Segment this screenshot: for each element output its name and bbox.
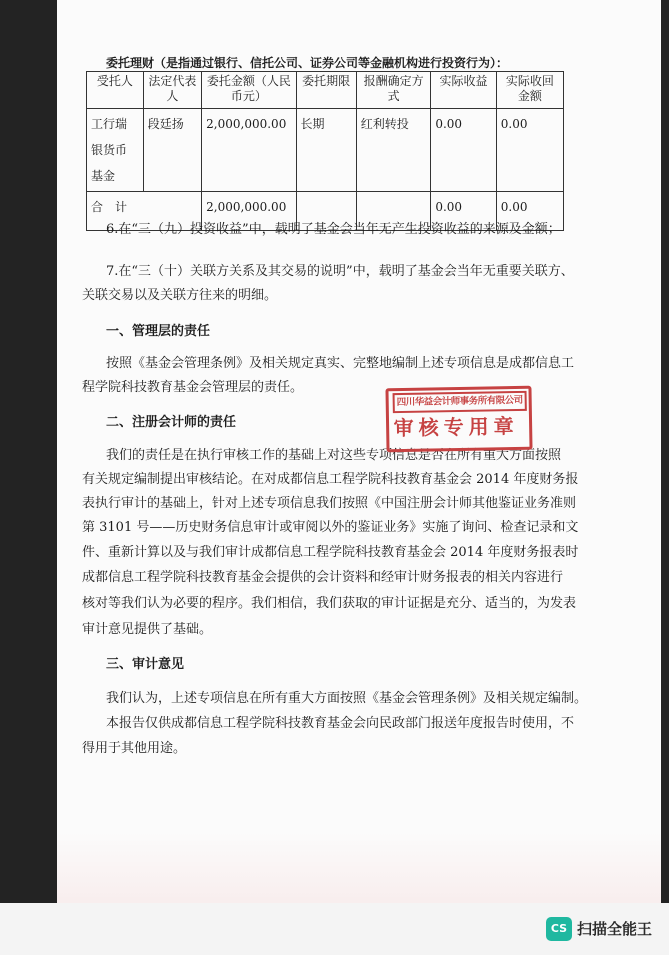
usage-line-1: 本报告仅供成都信息工程学院科技教育基金会向民政部门报送年度报告时使用，不 bbox=[106, 716, 575, 731]
cpa-paragraph-line: 审计意见提供了基础。 bbox=[82, 622, 213, 637]
table-cell: 段廷扬 bbox=[143, 109, 201, 192]
col-header-trustee: 受托人 bbox=[87, 72, 144, 109]
table-cell: 2,000,000.00 bbox=[202, 192, 296, 231]
col-header-actual-recovered: 实际收回金额 bbox=[496, 72, 563, 109]
cpa-paragraph-line: 我们的责任是在执行审核工作的基础上对这些专项信息是否在所有重大方面按照 bbox=[106, 448, 562, 463]
table-cell: 合 计 bbox=[87, 192, 202, 231]
audit-stamp bbox=[385, 386, 532, 453]
camscanner-logo-icon: CS bbox=[546, 917, 572, 941]
usage-line-2: 得用于其他用途。 bbox=[82, 741, 187, 756]
col-header-actual-return: 实际收益 bbox=[431, 72, 496, 109]
section-title-opinion: 三、审计意见 bbox=[106, 657, 185, 672]
cpa-paragraph-line: 有关规定编制提出审核结论。在对成都信息工程学院科技教育基金会 2014 年度财务报 bbox=[82, 472, 579, 487]
management-line-1: 按照《基金会管理条例》及相关规定真实、完整地编制上述专项信息是成都信息工 bbox=[106, 356, 575, 371]
table-cell: 0.00 bbox=[496, 192, 563, 231]
paragraph-7-line-2: 关联交易以及关联方往来的明细。 bbox=[82, 288, 278, 303]
table-cell: 0.00 bbox=[431, 109, 496, 192]
cpa-paragraph-line: 表执行审计的基础上，针对上述专项信息我们按照《中国注册会计师其他鉴证业务准则 bbox=[82, 496, 577, 511]
stamp-org-name: 四川华益会计师事务所有限公司 bbox=[393, 391, 527, 413]
cpa-paragraph-line: 核对等我们认为必要的程序。我们相信，我们获取的审计证据是充分、适当的，为发表 bbox=[82, 596, 577, 611]
cpa-paragraph-line: 成都信息工程学院科技教育基金会提供的会计资料和经审计财务报表的相关内容进行 bbox=[82, 570, 564, 585]
table-cell: 长期 bbox=[296, 109, 356, 192]
table-cell: 工行瑞银货币基金 bbox=[87, 109, 144, 192]
paragraph-7-line-1: 7.在“三（十）关联方关系及其交易的说明”中，载明了基金会当年无重要关联方、 bbox=[106, 264, 574, 279]
section-title-cpa: 二、注册会计师的责任 bbox=[106, 415, 237, 430]
investment-table bbox=[86, 71, 564, 231]
table-cell: 2,000,000.00 bbox=[202, 109, 296, 192]
col-header-return-method: 报酬确定方式 bbox=[356, 72, 431, 109]
cpa-paragraph-line: 第 3101 号——历史财务信息审计或审阅以外的鉴证业务》实施了询问、检查记录和文 bbox=[82, 520, 579, 535]
table-cell: 0.00 bbox=[496, 109, 563, 192]
paragraph-6: 6.在“三（九）投资收益”中，载明了基金会当年无产生投资收益的来源及金额； bbox=[106, 222, 561, 237]
section-title-management: 一、管理层的责任 bbox=[106, 324, 211, 339]
table-cell: 0.00 bbox=[431, 192, 496, 231]
cpa-paragraph-line: 件、重新计算以及与我们审计成都信息工程学院科技教育基金会 2014 年度财务报表时 bbox=[82, 545, 579, 560]
stamp-label: 审核专用章 bbox=[393, 413, 519, 441]
management-line-2: 程学院科技教育基金会管理层的责任。 bbox=[82, 380, 304, 395]
camscanner-brand-name: 扫描全能王 bbox=[577, 920, 653, 938]
table-row bbox=[87, 109, 564, 192]
table-cell: 红利转投 bbox=[356, 109, 431, 192]
col-header-term: 委托期限 bbox=[296, 72, 356, 109]
table-header-row bbox=[87, 72, 564, 109]
intro-line: 委托理财（是指通过银行、信托公司、证券公司等金融机构进行投资行为）： bbox=[106, 56, 509, 70]
col-header-amount: 委托金额（人民币元） bbox=[202, 72, 296, 109]
col-header-legal-rep: 法定代表人 bbox=[143, 72, 201, 109]
opinion-line: 我们认为，上述专项信息在所有重大方面按照《基金会管理条例》及相关规定编制。 bbox=[106, 691, 588, 706]
